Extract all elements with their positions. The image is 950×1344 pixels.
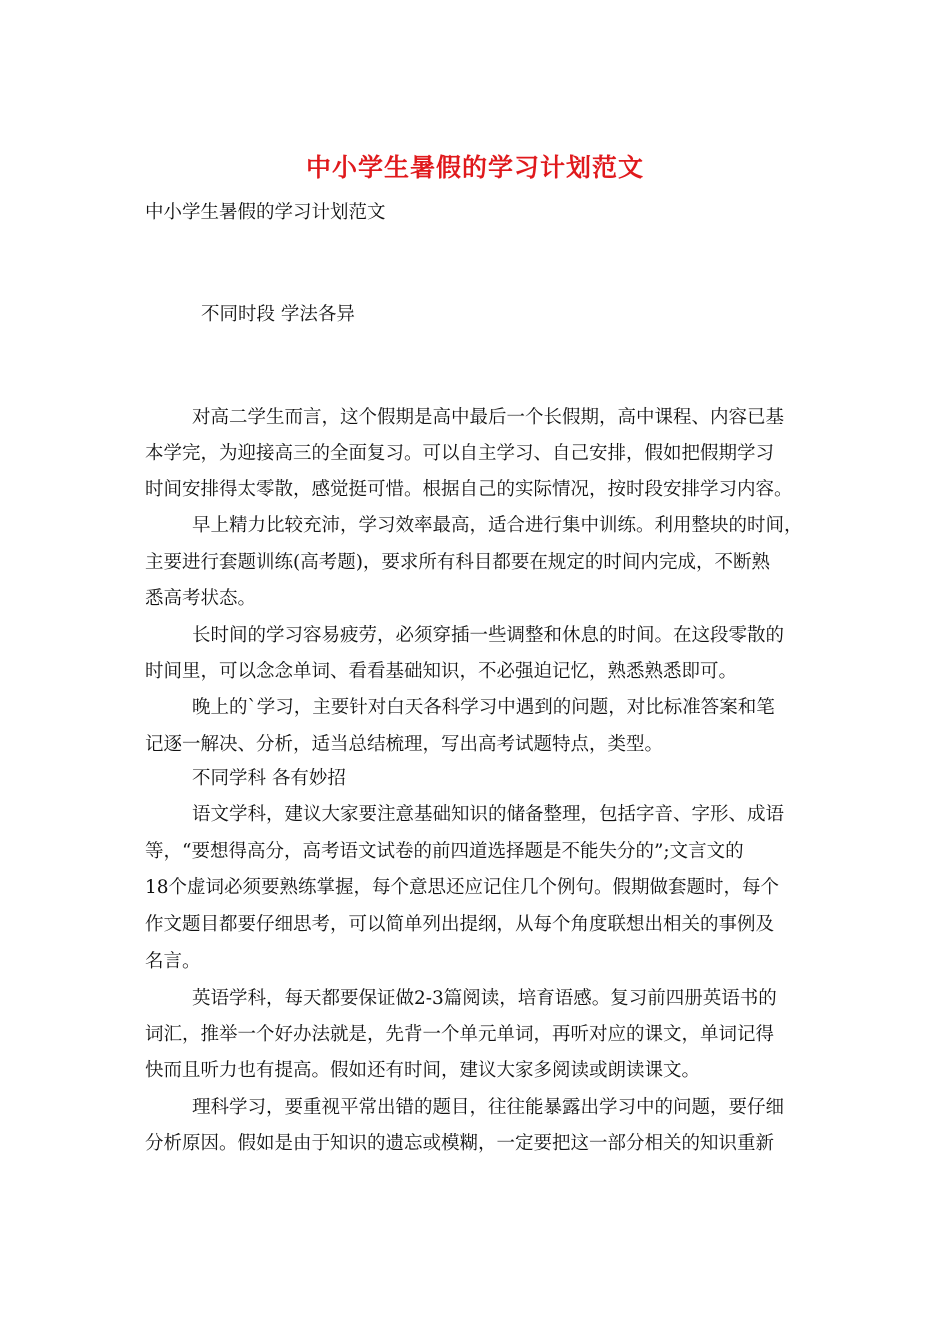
paragraph-line: 词汇，推举一个好办法就是，先背一个单元单词，再听对应的课文，单词记得 (145, 1024, 775, 1045)
paragraph-line: 18个虚词必须要熟练掌握，每个意思还应记住几个例句。假期做套题时，每个 (145, 877, 780, 898)
paragraph-line: 名言。 (145, 951, 201, 972)
paragraph-line: 语文学科，建议大家要注意基础知识的储备整理，包括字音、字形、成语 (192, 804, 785, 825)
paragraph-line: 记逐一解决、分析，适当总结梳理，写出高考试题特点，类型。 (145, 734, 664, 755)
paragraph-line: 早上精力比较充沛，学习效率最高，适合进行集中训练。利用整块的时间， (192, 515, 803, 536)
paragraph-line: 分析原因。假如是由于知识的遗忘或模糊，一定要把这一部分相关的知识重新 (145, 1133, 775, 1154)
paragraph-line: 长时间的学习容易疲劳，必须穿插一些调整和休息的时间。在这段零散的 (192, 625, 785, 646)
paragraph-line: 快而且听力也有提高。假如还有时间，建议大家多阅读或朗读课文。 (145, 1060, 701, 1081)
paragraph-line: 等，“要想得高分，高考语文试卷的前四道选择题是不能失分的”;文言文的 (145, 841, 744, 862)
paragraph-line: 时间安排得太零散，感觉挺可惜。根据自己的实际情况，按时段安排学习内容。 (145, 479, 793, 500)
paragraph-line: 主要进行套题训练(高考题)，要求所有科目都要在规定的时间内完成，不断熟 (145, 552, 770, 573)
paragraph-line: 晚上的`学习，主要针对白天各科学习中遇到的问题，对比标准答案和笔 (192, 697, 775, 718)
section-heading-periods: 不同时段 学法各异 (201, 304, 355, 325)
paragraph-line: 对高二学生而言，这个假期是高中最后一个长假期，高中课程、内容已基 (192, 407, 785, 428)
paragraph-line: 本学完，为迎接高三的全面复习。可以自主学习、自己安排，假如把假期学习 (145, 443, 775, 464)
section-heading-subjects: 不同学科 各有妙招 (192, 768, 346, 789)
paragraph-line: 英语学科，每天都要保证做2-3篇阅读，培育语感。复习前四册英语书的 (192, 988, 777, 1009)
document-subtitle: 中小学生暑假的学习计划范文 (145, 202, 386, 223)
document-title: 中小学生暑假的学习计划范文 (305, 153, 644, 182)
paragraph-line: 时间里，可以念念单词、看看基础知识，不必强迫记忆，熟悉熟悉即可。 (145, 661, 738, 682)
paragraph-line: 悉高考状态。 (145, 588, 257, 609)
paragraph-line: 作文题目都要仔细思考，可以简单列出提纲，从每个角度联想出相关的事例及 (145, 914, 775, 935)
paragraph-line: 理科学习，要重视平常出错的题目，往往能暴露出学习中的问题，要仔细 (192, 1097, 785, 1118)
